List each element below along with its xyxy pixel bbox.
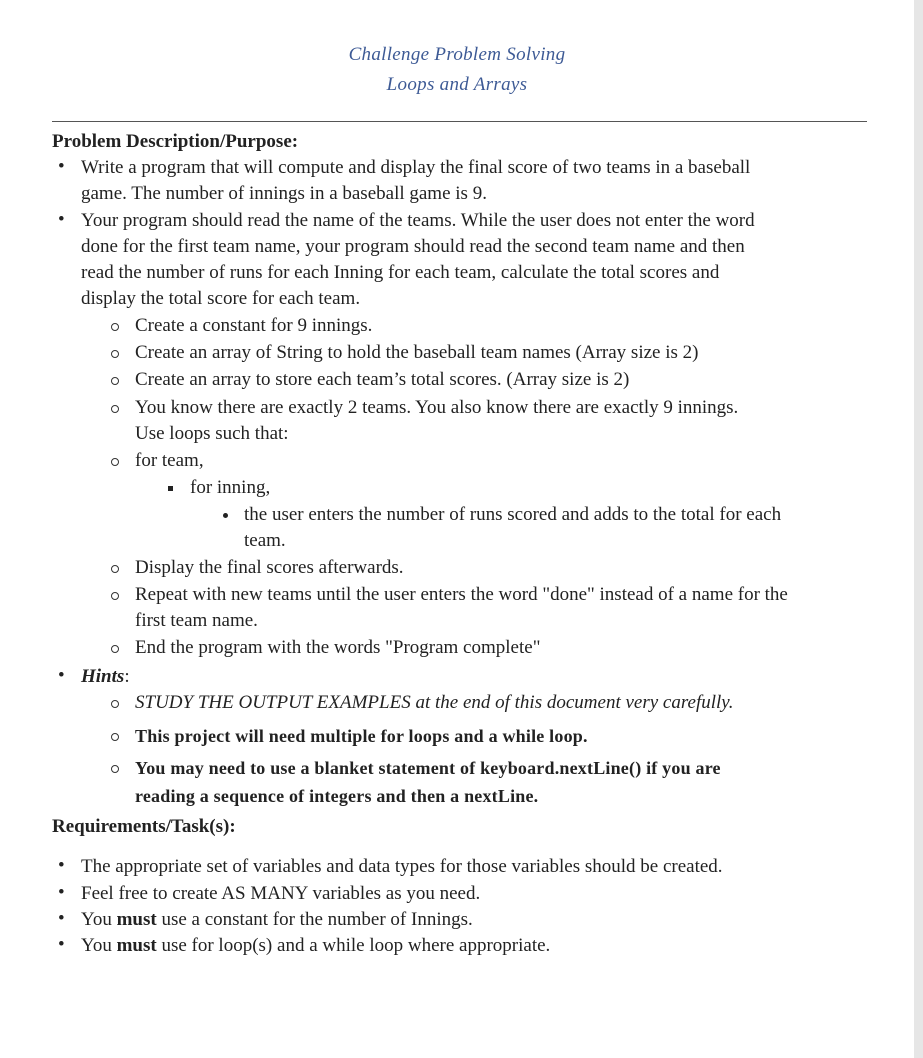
circle-bullet-icon bbox=[111, 323, 119, 331]
bullet-icon: • bbox=[58, 156, 65, 177]
hints-label-line bbox=[81, 664, 130, 690]
circle-bullet-icon bbox=[111, 592, 119, 600]
hints-colon: : bbox=[124, 666, 130, 687]
sub-item-know-line-2: Use loops such that: bbox=[135, 423, 289, 444]
bullet-icon: • bbox=[58, 934, 65, 955]
requirement-3-emphasis: must bbox=[116, 909, 157, 930]
bullet-icon: • bbox=[58, 855, 65, 876]
document-title: Challenge Problem Solving bbox=[348, 44, 566, 65]
bullet-icon: • bbox=[58, 209, 65, 230]
requirement-4 bbox=[81, 933, 550, 959]
problem-bullet-2-line-2: done for the first team name, your program should read the second team name and then bbox=[81, 236, 745, 257]
window-scrollbar[interactable] bbox=[914, 0, 923, 1058]
requirement-4-emphasis: must bbox=[116, 935, 157, 956]
bullet-icon: • bbox=[58, 665, 65, 686]
circle-bullet-icon bbox=[111, 405, 119, 413]
requirements-heading: Requirements/Task(s): bbox=[52, 816, 236, 837]
sub-item-for-team: for team, bbox=[135, 450, 204, 471]
sub-item-display: Display the final scores afterwards. bbox=[135, 557, 404, 578]
problem-bullet-2-line-4: display the total score for each team. bbox=[81, 288, 361, 309]
problem-bullet-1-line-1: Write a program that will compute and display the final score of two teams in a baseball bbox=[81, 157, 751, 178]
sub-item-user-enters-line-1: the user enters the number of runs scored and adds to the total for each bbox=[244, 504, 782, 525]
sub-item-know-line-1: You know there are exactly 2 teams. You also know there are exactly 9 innings. bbox=[135, 397, 739, 418]
requirement-2: Feel free to create AS MANY variables as you need. bbox=[81, 883, 481, 904]
hint-study: STUDY THE OUTPUT EXAMPLES at the end of this document very carefully. bbox=[135, 692, 734, 713]
problem-heading: Problem Description/Purpose: bbox=[52, 131, 299, 152]
square-bullet-icon bbox=[168, 486, 173, 491]
sub-item-array-scores: Create an array to store each team’s total scores. (Array size is 2) bbox=[135, 369, 630, 390]
bullet-icon: • bbox=[58, 908, 65, 929]
circle-bullet-icon bbox=[111, 765, 119, 773]
sub-item-end: End the program with the words "Program complete" bbox=[135, 637, 541, 658]
circle-bullet-icon bbox=[111, 645, 119, 653]
sub-item-repeat-line-1: Repeat with new teams until the user enters the word "done" instead of a name for the bbox=[135, 584, 788, 605]
requirement-3 bbox=[81, 907, 473, 933]
circle-bullet-icon bbox=[111, 350, 119, 358]
hints-label: Hints bbox=[81, 666, 125, 687]
dot-bullet-icon bbox=[223, 513, 228, 518]
requirement-1: The appropriate set of variables and data types for those variables should be created. bbox=[81, 856, 723, 877]
sub-item-user-enters-line-2: team. bbox=[244, 530, 286, 551]
problem-bullet-2-line-3: read the number of runs for each Inning for each team, calculate the total scores and bbox=[81, 262, 720, 283]
circle-bullet-icon bbox=[111, 733, 119, 741]
document-subtitle: Loops and Arrays bbox=[386, 74, 528, 95]
sub-item-repeat-line-2: first team name. bbox=[135, 610, 258, 631]
bullet-icon: • bbox=[58, 882, 65, 903]
circle-bullet-icon bbox=[111, 377, 119, 385]
sub-item-for-inning: for inning, bbox=[190, 477, 271, 498]
requirement-3-pre: You bbox=[81, 909, 117, 930]
problem-bullet-2-line-1: Your program should read the name of the teams. While the user does not enter the word bbox=[81, 210, 755, 231]
sub-item-array-names: Create an array of String to hold the baseball team names (Array size is 2) bbox=[135, 342, 699, 363]
sub-item-constant: Create a constant for 9 innings. bbox=[135, 315, 373, 336]
requirement-4-post: use for loop(s) and a while loop where appropriate. bbox=[156, 935, 551, 956]
circle-bullet-icon bbox=[111, 565, 119, 573]
hint-blanket-line-2: reading a sequence of integers and then a nextLine. bbox=[135, 786, 539, 806]
circle-bullet-icon bbox=[111, 458, 119, 466]
hint-multiple-loops: This project will need multiple for loops and a while loop. bbox=[135, 726, 588, 746]
problem-bullet-1-line-2: game. The number of innings in a baseball game is 9. bbox=[81, 183, 487, 204]
circle-bullet-icon bbox=[111, 700, 119, 708]
hint-blanket-line-1: You may need to use a blanket statement of keyboard.nextLine() if you are bbox=[135, 758, 721, 778]
requirement-4-pre: You bbox=[81, 935, 117, 956]
title-divider bbox=[52, 121, 867, 122]
requirement-3-post: use a constant for the number of Innings. bbox=[156, 909, 473, 930]
